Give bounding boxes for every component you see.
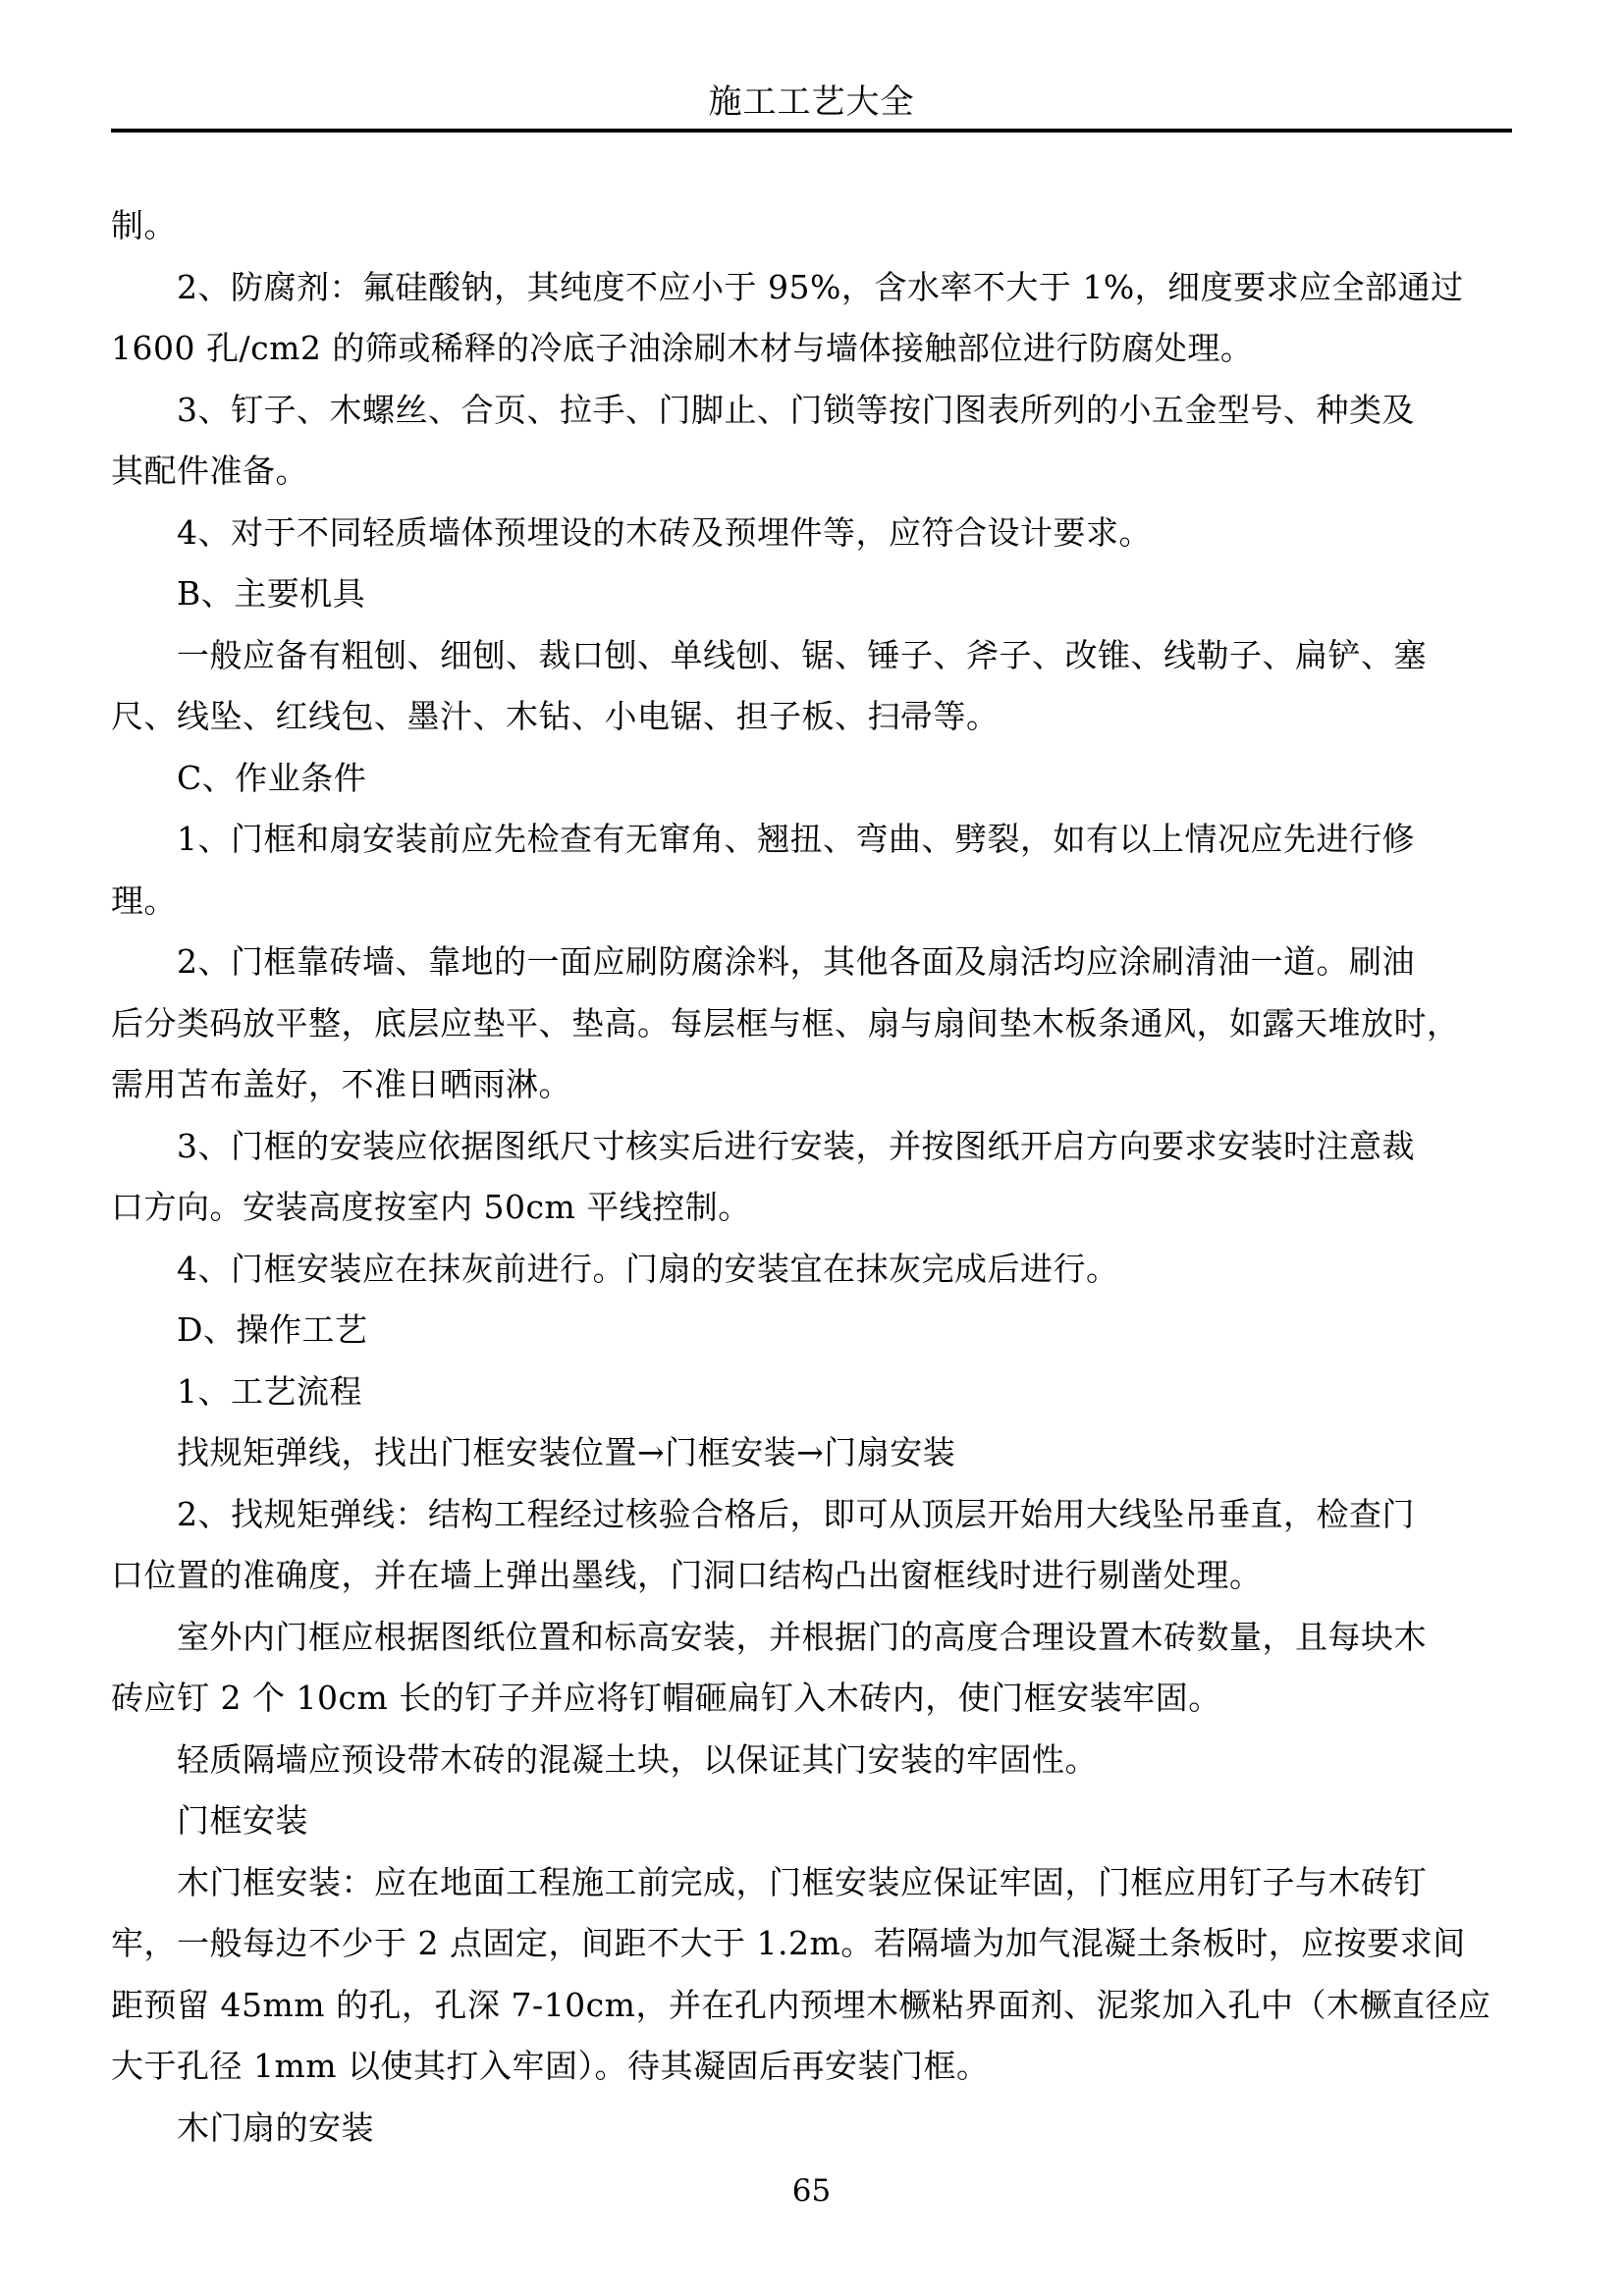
text-line: 牢，一般每边不少于 2 点固定，间距不大于 1.2m。若隔墙为加气混凝土条板时，应按要求间 bbox=[111, 1924, 1466, 1962]
text-line: 其配件准备。 bbox=[111, 452, 308, 490]
text-line: 距预留 45mm 的孔，孔深 7-10cm，并在孔内预埋木橛粘界面剂、泥浆加入孔中（木橛直径应 bbox=[111, 1985, 1491, 2024]
text-line: 理。 bbox=[111, 881, 177, 920]
text-line: 1600 孔/cm2 的筛或稀释的冷底子油涂刷木材与墙体接触部位进行防腐处理。 bbox=[111, 329, 1254, 367]
text-line: 2、找规矩弹线：结构工程经过核验合格后，即可从顶层开始用大线坠吊垂直，检查门 bbox=[177, 1494, 1415, 1533]
text-line: 大于孔径 1mm 以使其打入牢固）。待其凝固后再安装门框。 bbox=[111, 2047, 990, 2085]
text-line: 3、钉子、木螺丝、合页、拉手、门脚止、门锁等按门图表所列的小五金型号、种类及 bbox=[177, 390, 1415, 429]
text-line: 4、门框安装应在抹灰前进行。门扇的安装宜在抹灰完成后进行。 bbox=[177, 1249, 1119, 1288]
text-line: 口位置的准确度，并在墙上弹出墨线，门洞口结构凸出窗框线时进行剔凿处理。 bbox=[111, 1556, 1263, 1594]
text-line: 口方向。安装高度按室内 50cm 平线控制。 bbox=[111, 1188, 751, 1226]
page-footer bbox=[0, 2171, 1623, 2211]
text-line: 木门扇的安装 bbox=[177, 2108, 374, 2147]
page-number: 65 bbox=[791, 2173, 832, 2209]
text-line: 1、工艺流程 bbox=[177, 1371, 362, 1411]
text-line: 1、门框和扇安装前应先检查有无窜角、翘扭、弯曲、劈裂，如有以上情况应先进行修 bbox=[177, 820, 1415, 858]
text-line: 找规矩弹线，找出门框安装位置→门框安装→门扇安装 bbox=[177, 1433, 956, 1471]
text-line: 后分类码放平整，底层应垫平、垫高。每层框与框、扇与扇间垫木板条通风，如露天堆放时， bbox=[111, 1003, 1460, 1042]
text-line: 4、对于不同轻质墙体预埋设的木砖及预埋件等，应符合设计要求。 bbox=[177, 512, 1152, 552]
text-line: 尺、线坠、红线包、墨汁、木钻、小电锯、担子板、扫帚等。 bbox=[111, 697, 1000, 735]
text-line: C、作业条件 bbox=[177, 758, 367, 797]
text-line: 轻质隔墙应预设带木砖的混凝土块，以保证其门安装的牢固性。 bbox=[177, 1739, 1098, 1779]
text-line: 2、门框靠砖墙、靠地的一面应刷防腐涂料，其他各面及扇活均应涂刷清油一道。刷油 bbox=[177, 942, 1415, 981]
header-title: 施工工艺大全 bbox=[708, 82, 915, 122]
text-line: 砖应钉 2 个 10cm 长的钉子并应将钉帽砸扁钉入木砖内，使门框安装牢固。 bbox=[111, 1679, 1221, 1717]
text-line: 木门框安装：应在地面工程施工前完成，门框安装应保证牢固，门框应用钉子与木砖钉 bbox=[177, 1862, 1427, 1901]
document-body bbox=[111, 195, 1513, 2159]
text-line: B、主要机具 bbox=[177, 574, 366, 613]
text-line: 3、门框的安装应依据图纸尺寸核实后进行安装，并按图纸开启方向要求安装时注意裁 bbox=[177, 1126, 1415, 1165]
text-line: 2、防腐剂：氟硅酸钠，其纯度不应小于 95%，含水率不大于 1%，细度要求应全部通过 bbox=[177, 267, 1464, 306]
header-rule bbox=[111, 129, 1512, 133]
text-line: 室外内门框应根据图纸位置和标高安装，并根据门的高度合理设置木砖数量，且每块木 bbox=[177, 1617, 1427, 1656]
text-line: 需用苫布盖好，不准日晒雨淋。 bbox=[111, 1065, 571, 1103]
text-line: 门框安装 bbox=[177, 1801, 308, 1840]
text-line: 制。 bbox=[111, 206, 177, 244]
text-line: D、操作工艺 bbox=[177, 1310, 368, 1349]
text-line: 一般应备有粗刨、细刨、裁口刨、单线刨、锯、锤子、斧子、改锥、线勒子、扁铲、塞 bbox=[177, 635, 1427, 674]
